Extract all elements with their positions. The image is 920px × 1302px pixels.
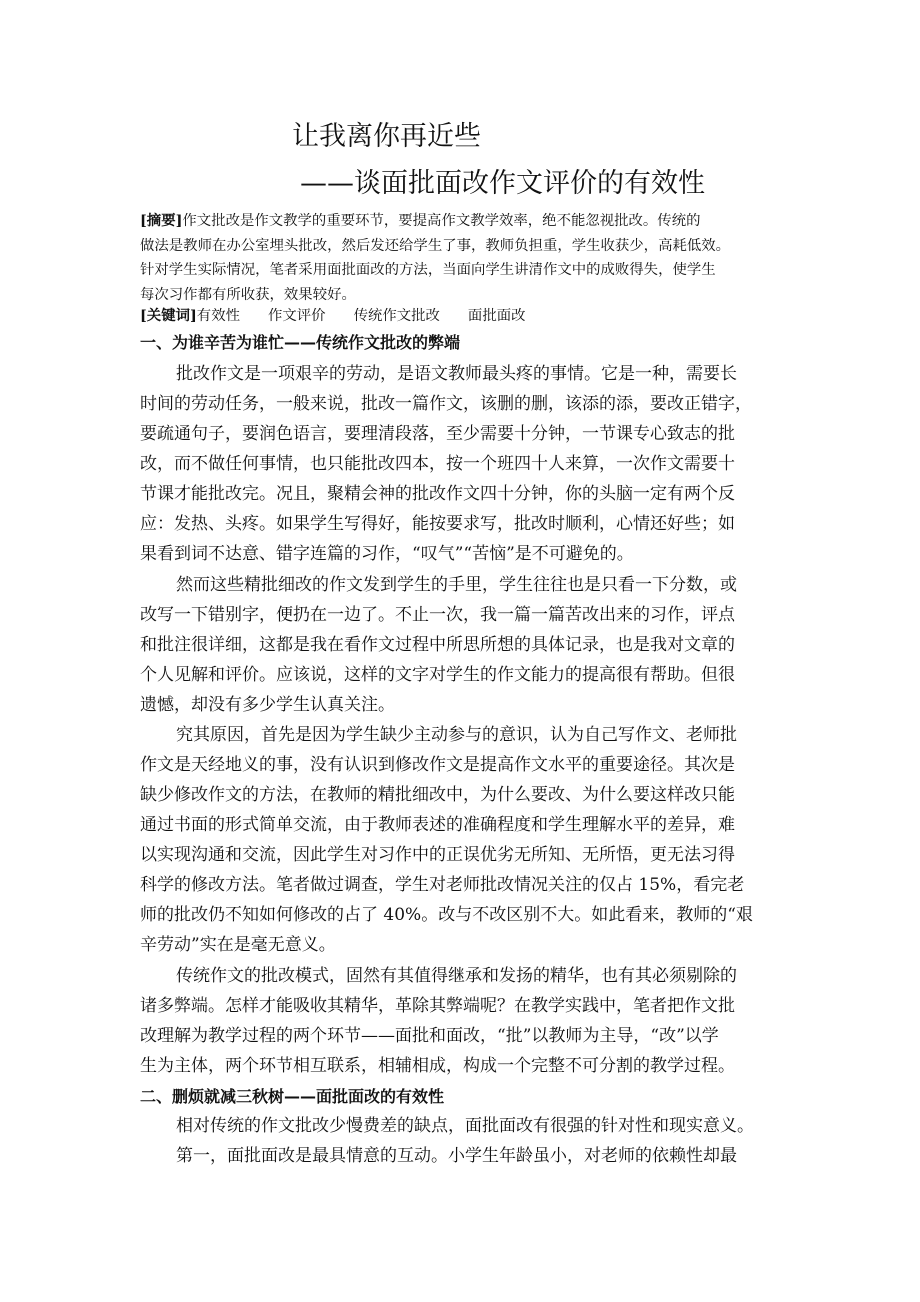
abstract xyxy=(140,209,788,307)
abstract-line: [摘要]作文批改是作文教学的重要环节，要提高作文教学效率，绝不能忽视批改。传统的 xyxy=(140,212,701,229)
paragraph: 第一，面批面改是最具情意的互动。小学生年龄虽小，对老师的依赖性却最 xyxy=(176,1146,737,1166)
abstract-label: [摘要] xyxy=(140,212,183,229)
keyword: 传统作文批改 xyxy=(353,308,440,324)
keywords-label: [关键词] xyxy=(140,307,197,324)
section-heading: 二、删烦就减三秋树——面批面改的有效性 xyxy=(140,1087,445,1106)
paragraph: 批改作文是一项艰辛的劳动，是语文教师最头疼的事情。它是一种，需要长 时间的劳动任务，一般来说，批改一篇作文，该删的删，该添的添，要改正错字， 要疏通句子，要润色语言，要理清段落，至少需要十分钟，一节课专心致志的批 改，而不做任何事情，也只能批改四本，按一个班四十人来算，一次作文需要十 节课才能批改完。况且，聚精会神的批改作文四十分钟，你的头脑一定有两个反 应：发热、头疼。如果学生写得好，能按要求写，批改时顺利，心情还好些；如 果看到词不达意、错字连篇的习作，“叹气”“苦恼”是不可避免的。 xyxy=(140,364,752,564)
paragraph: 相对传统的作文批改少慢费差的缺点，面批面改有很强的针对性和现实意义。 xyxy=(176,1116,754,1136)
section-heading: 一、为谁辛苦为谁忙——传统作文批改的弊端 xyxy=(140,333,461,352)
keyword: 有效性 xyxy=(196,308,240,324)
paragraph: 然而这些精批细改的作文发到学生的手里，学生往往也是只看一下分数，或 改写一下错别字，便扔在一边了。不止一次，我一篇一篇苦改出来的习作，评点 和批注很详细，这都是我在看作文过程中所思所想的具体记录，也是我对文章的 个人见解和评价。应该说，这样的文字对学生的作文能力的提高很有帮助。但很 遗憾，却没有多少学生认真关注。 xyxy=(140,575,737,715)
document-subtitle: ——谈面批面改作文评价的有效性 xyxy=(300,168,705,199)
keywords xyxy=(140,304,554,328)
keyword: 面批面改 xyxy=(467,308,526,324)
abstract-line: 做法是教师在办公室埋头批改，然后发还给学生了事，教师负担重，学生收获少，高耗低效。 xyxy=(140,237,731,254)
paragraph: 究其原因，首先是因为学生缺少主动参与的意识，认为自己写作文、老师批 作文是天经地义的事，没有认识到修改作文是提高作文水平的重要途径。其次是 缺少修改作文的方法，在教师的精批细改中，为什么要改、为什么要这样改只能 通过书面的形式简单交流，由于教师表述的准确程度和学生理解水平的差异，难 以实现沟通和交流，因此学生对习作中的正误优劣无所知、无所悟，更无法习得 科学的修改方法。笔者做过调查，学生对老师批改情况关注的仅占 15%，看完老 师的批改仍不知如何修改的占了 40%。改与不改区别不大。如此看来，教师的“艰 辛劳动”实在是毫无意义。 xyxy=(140,725,753,955)
keyword: 作文评价 xyxy=(267,308,326,324)
abstract-line: 针对学生实际情况，笔者采用面批面改的方法，当面向学生讲清作文中的成败得失，使学生 xyxy=(140,262,716,278)
document-title: 让我离你再近些 xyxy=(292,121,481,152)
abstract-line: 每次习作都有所收获，效果较好。 xyxy=(140,286,356,303)
paragraph: 传统作文的批改模式，固然有其值得继承和发扬的精华，也有其必须剔除的 诸多弊端。怎样才能吸收其精华，革除其弊端呢？在教学实践中，笔者把作文批 改理解为教学过程的两个环节——面批和面改，“批”以教师为主导，“改”以学 生为主体，两个环节相互联系，相辅相成，构成一个完整不可分割的教学过程。 xyxy=(140,966,737,1076)
